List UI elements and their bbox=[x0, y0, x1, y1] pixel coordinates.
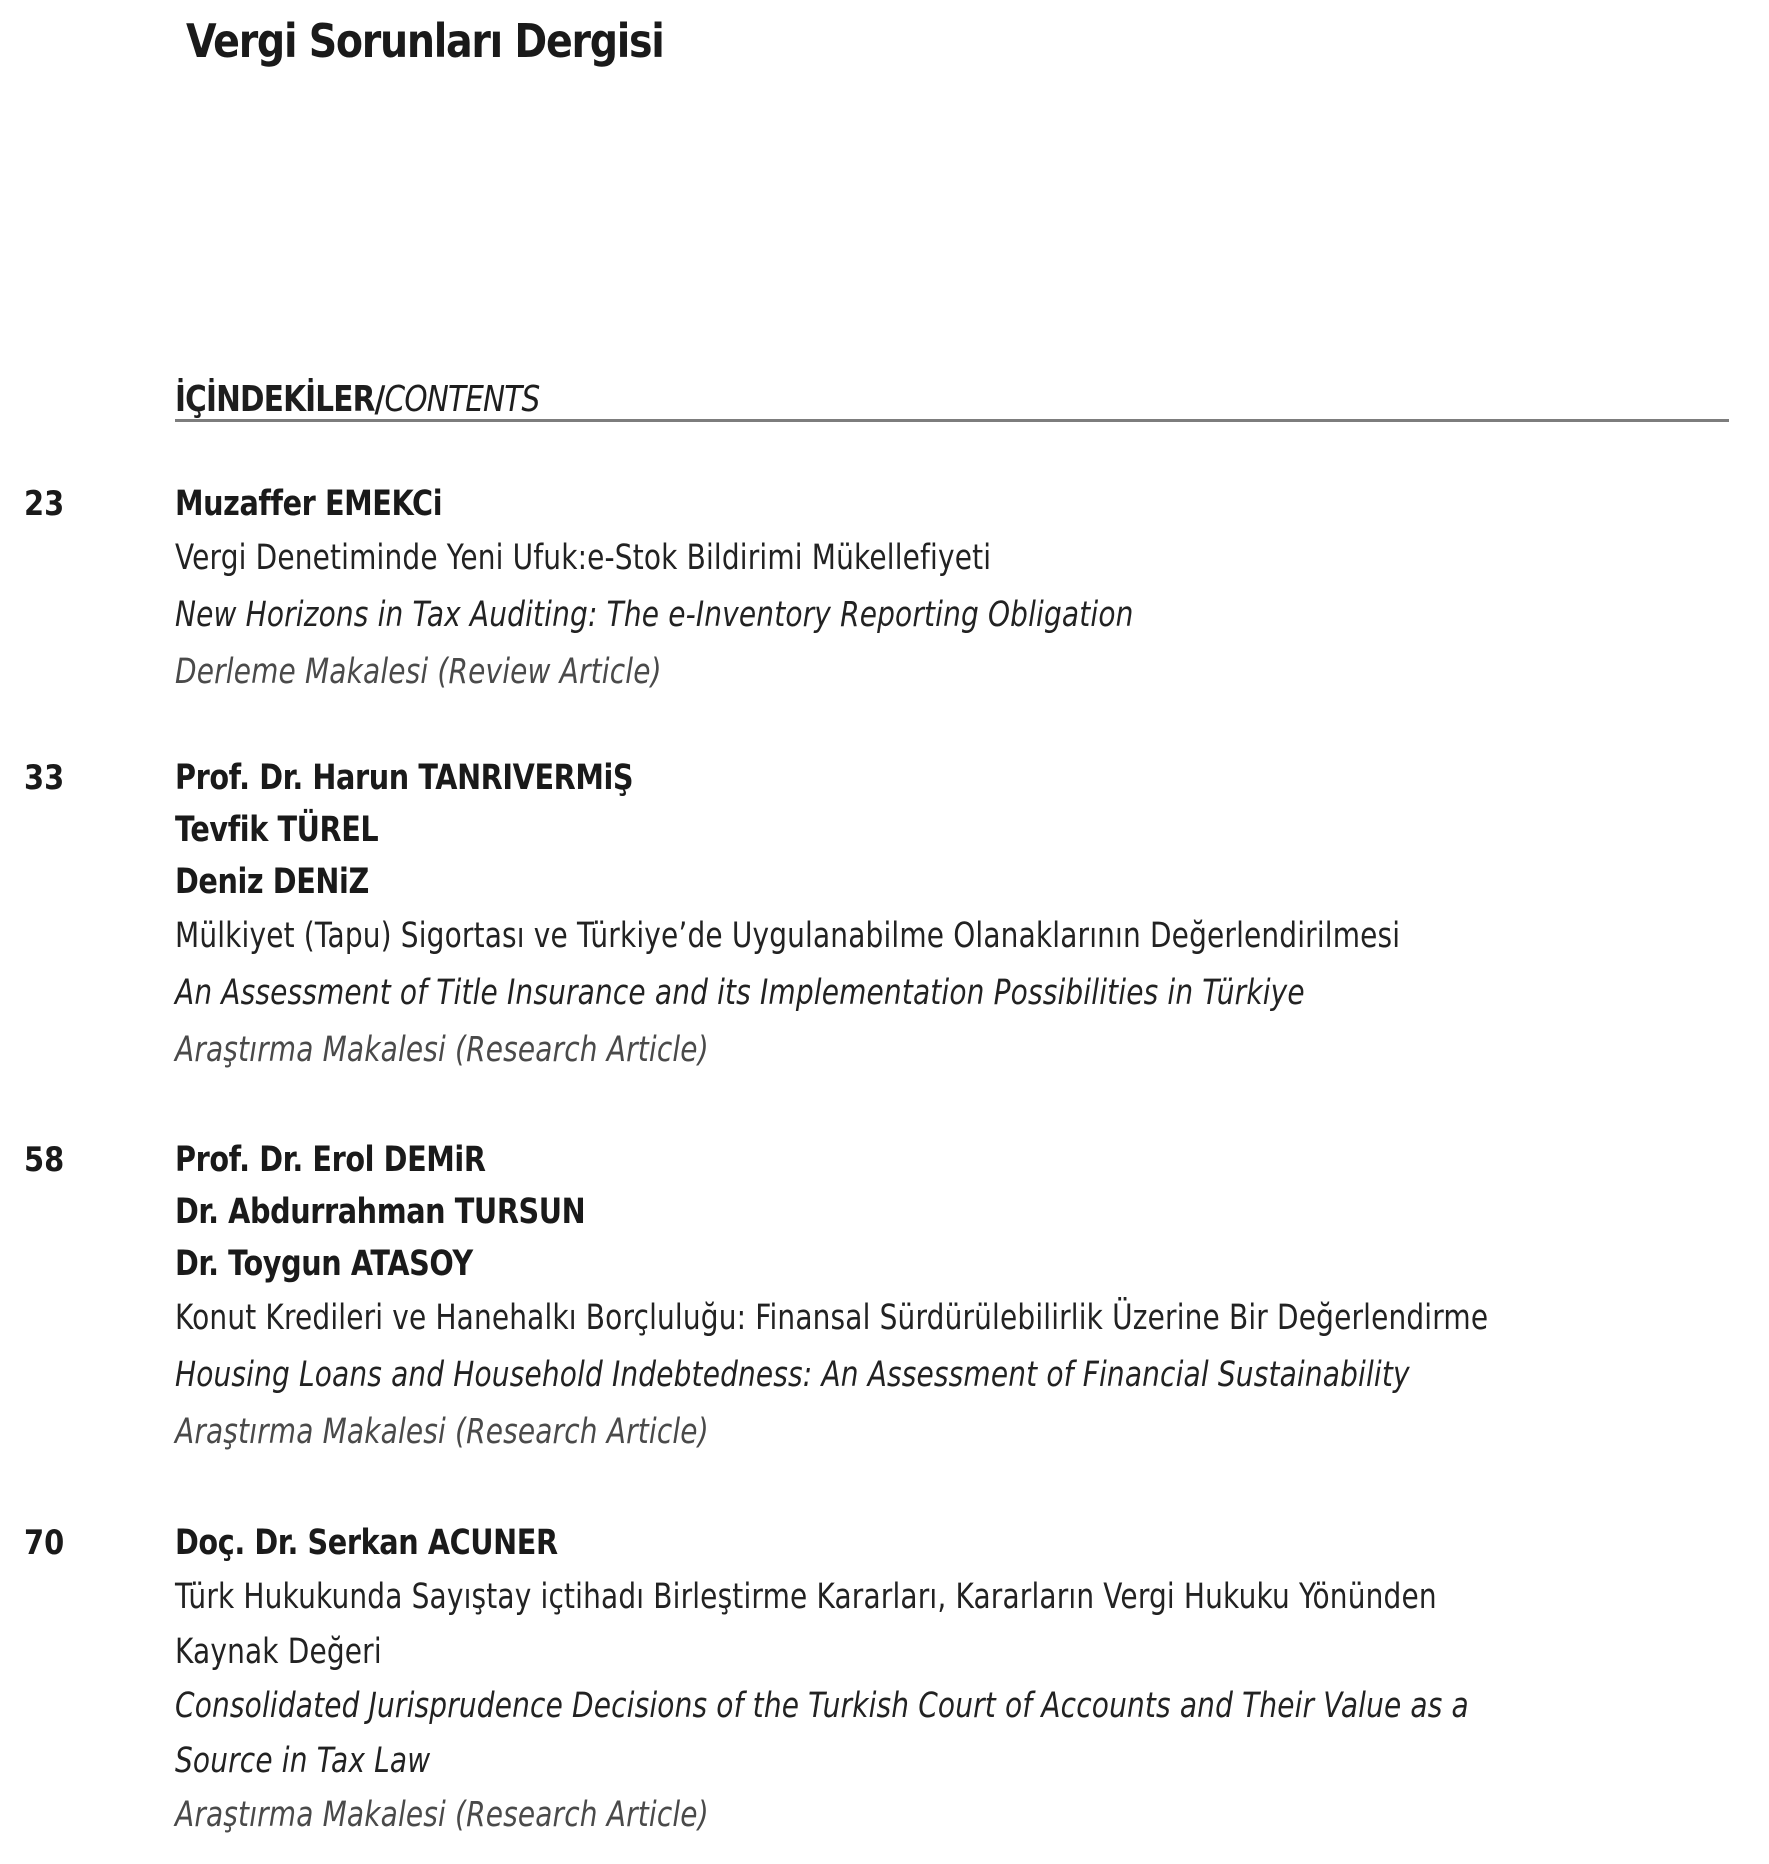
article-type: Araştırma Makalesi (Research Article) bbox=[175, 1030, 709, 1070]
article-type: Araştırma Makalesi (Research Article) bbox=[175, 1795, 709, 1835]
entry-body bbox=[175, 1517, 1735, 1844]
page-number: 70 bbox=[24, 1523, 65, 1563]
page-number: 23 bbox=[24, 484, 65, 524]
article-title-tr[interactable]: Konut Kredileri ve Hanehalkı Borçluluğu: Finansal Sürdürülebilirlik Üzerine Bir Değerlendirme bbox=[175, 1298, 1489, 1338]
author-name: Dr. Toygun ATASOY bbox=[175, 1244, 473, 1284]
entry-body bbox=[175, 1134, 1735, 1461]
article-title-en[interactable]: An Assessment of Title Insurance and its Implementation Possibilities in Türkiye bbox=[175, 973, 1305, 1013]
author-name: Prof. Dr. Harun TANRIVERMiŞ bbox=[175, 758, 634, 798]
author-name: Dr. Abdurrahman TURSUN bbox=[175, 1192, 586, 1232]
entry-body bbox=[175, 752, 1735, 1079]
author-name: Muzaffer EMEKCi bbox=[175, 484, 443, 524]
contents-heading bbox=[175, 378, 539, 422]
article-title-en[interactable]: New Horizons in Tax Auditing: The e-Inventory Reporting Obligation bbox=[175, 595, 1134, 635]
article-title-en-continued[interactable]: Source in Tax Law bbox=[175, 1741, 431, 1781]
contents-heading-tr: İÇİNDEKİLER/ bbox=[175, 379, 385, 420]
contents-header bbox=[175, 378, 1729, 422]
article-title-tr[interactable]: Vergi Denetiminde Yeni Ufuk:e-Stok Bildirimi Mükellefiyeti bbox=[175, 538, 992, 578]
page-number: 58 bbox=[24, 1140, 65, 1180]
article-title-tr[interactable]: Türk Hukukunda Sayıştay içtihadı Birleştirme Kararları, Kararların Vergi Hukuku Yönünden bbox=[175, 1577, 1437, 1617]
author-name: Tevfik TÜREL bbox=[175, 810, 379, 850]
article-type: Araştırma Makalesi (Research Article) bbox=[175, 1412, 709, 1452]
contents-heading-en: CONTENTS bbox=[384, 379, 540, 420]
entry-body bbox=[175, 478, 1735, 701]
article-title-en[interactable]: Housing Loans and Household Indebtedness: An Assessment of Financial Sustainability bbox=[175, 1355, 1410, 1395]
journal-title: Vergi Sorunları Dergisi bbox=[186, 14, 664, 68]
author-name: Prof. Dr. Erol DEMiR bbox=[175, 1140, 486, 1180]
article-title-tr-continued[interactable]: Kaynak Değeri bbox=[175, 1632, 382, 1672]
author-name: Deniz DENiZ bbox=[175, 862, 369, 902]
page-number: 33 bbox=[24, 758, 65, 798]
article-title-tr[interactable]: Mülkiyet (Tapu) Sigortası ve Türkiye’de Uygulanabilme Olanaklarının Değerlendirilmesi bbox=[175, 916, 1401, 956]
author-name: Doç. Dr. Serkan ACUNER bbox=[175, 1523, 558, 1563]
article-type: Derleme Makalesi (Review Article) bbox=[175, 652, 662, 692]
article-title-en[interactable]: Consolidated Jurisprudence Decisions of the Turkish Court of Accounts and Their Value as a bbox=[175, 1686, 1469, 1726]
